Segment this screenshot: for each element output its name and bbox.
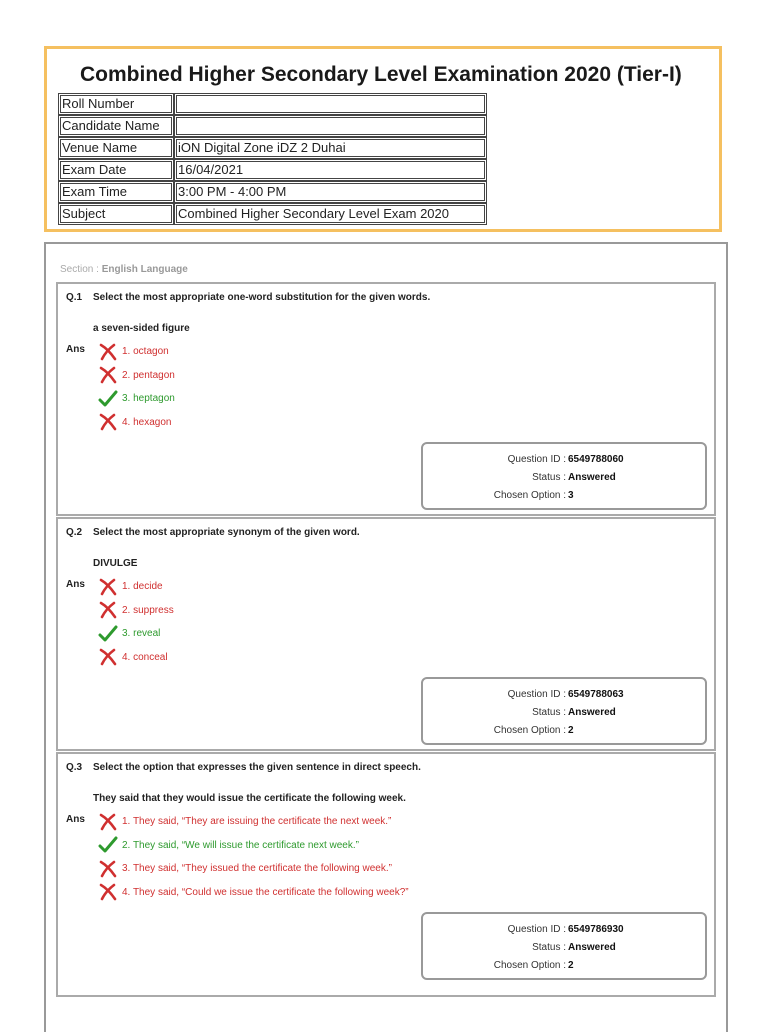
info-row-subject bbox=[58, 203, 487, 225]
question-id-value: 6549786930 bbox=[568, 924, 624, 935]
option-4 bbox=[98, 411, 175, 435]
info-value: 16/04/2021 bbox=[174, 159, 487, 181]
option-4 bbox=[98, 881, 409, 905]
question-card-3 bbox=[56, 752, 716, 997]
options-list bbox=[98, 575, 174, 669]
question-prompt: Select the most appropriate one-word substitution for the given words. bbox=[93, 292, 431, 303]
info-label: Venue Name bbox=[58, 137, 174, 159]
section-label bbox=[60, 264, 188, 275]
info-label: Candidate Name bbox=[58, 115, 174, 137]
info-value: 3:00 PM - 4:00 PM bbox=[174, 181, 487, 203]
info-value bbox=[174, 115, 487, 137]
question-header bbox=[66, 762, 421, 773]
options-list bbox=[98, 810, 409, 904]
status-label: Status : bbox=[532, 942, 566, 953]
question-card-1 bbox=[56, 282, 716, 516]
info-row-roll-number bbox=[58, 93, 487, 115]
chosen-option-label: Chosen Option : bbox=[493, 725, 566, 736]
question-text: They said that they would issue the certificate the following week. bbox=[93, 793, 406, 804]
option-text: 4. hexagon bbox=[122, 416, 172, 428]
option-text: 3. They said, “They issued the certificate the following week.” bbox=[122, 863, 392, 875]
check-icon bbox=[98, 625, 118, 643]
status-row bbox=[423, 472, 616, 483]
question-id-row bbox=[423, 924, 624, 935]
option-2 bbox=[98, 364, 175, 388]
status-value: Answered bbox=[568, 942, 616, 953]
question-meta-box bbox=[421, 677, 707, 745]
info-value: iON Digital Zone iDZ 2 Duhai bbox=[174, 137, 487, 159]
option-4 bbox=[98, 646, 174, 670]
question-prompt: Select the most appropriate synonym of the given word. bbox=[93, 527, 360, 538]
option-1 bbox=[98, 810, 409, 834]
cross-icon bbox=[98, 343, 118, 361]
status-label: Status : bbox=[532, 707, 566, 718]
chosen-option-value: 3 bbox=[568, 490, 574, 501]
question-card-2 bbox=[56, 517, 716, 751]
info-label: Roll Number bbox=[58, 93, 174, 115]
info-value: Combined Higher Secondary Level Exam 2020 bbox=[174, 203, 487, 225]
cross-icon bbox=[98, 601, 118, 619]
section-name: English Language bbox=[101, 264, 188, 275]
question-id-label: Question ID : bbox=[507, 924, 566, 935]
chosen-option-row bbox=[423, 490, 574, 501]
question-id-label: Question ID : bbox=[507, 454, 566, 465]
option-text: 2. They said, “We will issue the certificate next week.” bbox=[122, 839, 359, 851]
question-number: Q.1 bbox=[66, 292, 83, 303]
option-text: 2. pentagon bbox=[122, 369, 175, 381]
option-text: 4. conceal bbox=[122, 651, 168, 663]
exam-header-box bbox=[44, 46, 722, 232]
question-text: DIVULGE bbox=[93, 558, 138, 569]
option-1 bbox=[98, 575, 174, 599]
info-label: Exam Time bbox=[58, 181, 174, 203]
status-value: Answered bbox=[568, 707, 616, 718]
question-meta-box bbox=[421, 442, 707, 510]
option-3 bbox=[98, 857, 409, 881]
chosen-option-row bbox=[423, 960, 574, 971]
info-row-exam-time bbox=[58, 181, 487, 203]
ans-label: Ans bbox=[66, 579, 85, 590]
option-text: 1. They said, “They are issuing the certificate the next week.” bbox=[122, 816, 392, 828]
cross-icon bbox=[98, 413, 118, 431]
option-text: 2. suppress bbox=[122, 604, 174, 616]
exam-title: Combined Higher Secondary Level Examination 2020 (Tier-I) bbox=[80, 63, 682, 86]
cross-icon bbox=[98, 366, 118, 384]
cross-icon bbox=[98, 648, 118, 666]
cross-icon bbox=[98, 813, 118, 831]
option-3 bbox=[98, 622, 174, 646]
status-row bbox=[423, 707, 616, 718]
candidate-info-table bbox=[58, 93, 487, 225]
ans-label: Ans bbox=[66, 814, 85, 825]
info-label: Subject bbox=[58, 203, 174, 225]
question-id-row bbox=[423, 689, 624, 700]
ans-label: Ans bbox=[66, 344, 85, 355]
option-text: 3. reveal bbox=[122, 628, 161, 640]
question-meta-box bbox=[421, 912, 707, 980]
question-id-label: Question ID : bbox=[507, 689, 566, 700]
chosen-option-value: 2 bbox=[568, 725, 574, 736]
cross-icon bbox=[98, 860, 118, 878]
options-list bbox=[98, 340, 175, 434]
option-1 bbox=[98, 340, 175, 364]
question-id-value: 6549788063 bbox=[568, 689, 624, 700]
chosen-option-value: 2 bbox=[568, 960, 574, 971]
section-prefix: Section : bbox=[60, 264, 102, 275]
info-label: Exam Date bbox=[58, 159, 174, 181]
chosen-option-label: Chosen Option : bbox=[493, 960, 566, 971]
question-number: Q.3 bbox=[66, 762, 83, 773]
option-3 bbox=[98, 387, 175, 411]
question-header bbox=[66, 527, 360, 538]
option-text: 1. decide bbox=[122, 581, 163, 593]
question-number: Q.2 bbox=[66, 527, 83, 538]
info-row-candidate-name bbox=[58, 115, 487, 137]
status-label: Status : bbox=[532, 472, 566, 483]
info-value bbox=[174, 93, 487, 115]
cross-icon bbox=[98, 883, 118, 901]
option-2 bbox=[98, 599, 174, 623]
question-id-value: 6549788060 bbox=[568, 454, 624, 465]
option-text: 4. They said, “Could we issue the certificate the following week?” bbox=[122, 886, 409, 898]
info-row-exam-date bbox=[58, 159, 487, 181]
cross-icon bbox=[98, 578, 118, 596]
status-row bbox=[423, 942, 616, 953]
option-text: 1. octagon bbox=[122, 346, 169, 358]
info-row-venue-name bbox=[58, 137, 487, 159]
question-header bbox=[66, 292, 430, 303]
question-text: a seven-sided figure bbox=[93, 323, 190, 334]
option-2 bbox=[98, 834, 409, 858]
chosen-option-label: Chosen Option : bbox=[493, 490, 566, 501]
check-icon bbox=[98, 390, 118, 408]
option-text: 3. heptagon bbox=[122, 393, 175, 405]
status-value: Answered bbox=[568, 472, 616, 483]
question-prompt: Select the option that expresses the given sentence in direct speech. bbox=[93, 762, 421, 773]
chosen-option-row bbox=[423, 725, 574, 736]
question-id-row bbox=[423, 454, 624, 465]
section-container bbox=[44, 242, 728, 1032]
check-icon bbox=[98, 836, 118, 854]
